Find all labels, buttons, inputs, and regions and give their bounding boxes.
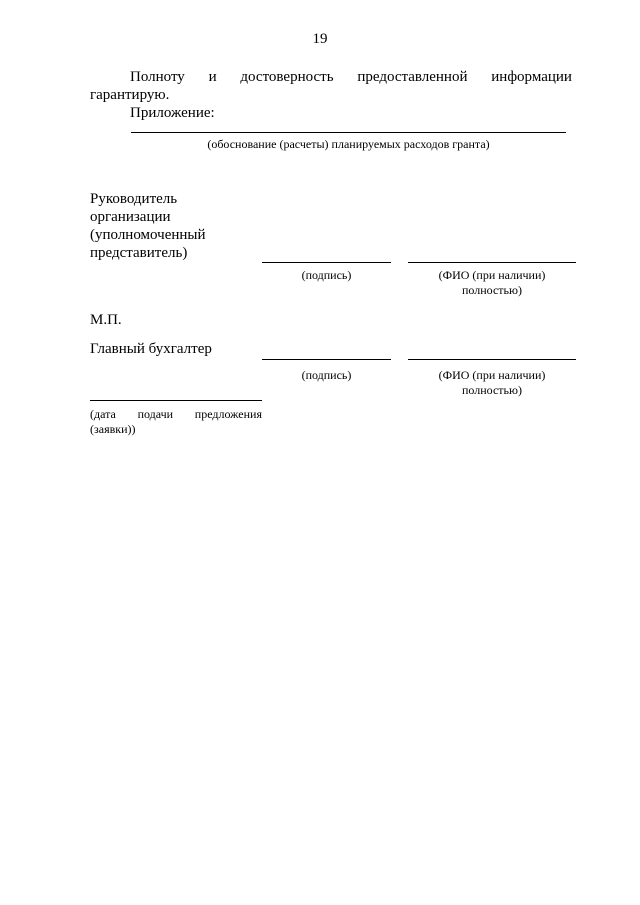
page-number: 19 <box>312 31 328 47</box>
head-signature-caption: (подпись) <box>301 268 352 282</box>
date-line <box>90 400 262 401</box>
accountant-signature-line <box>262 359 391 360</box>
accountant-name-line <box>408 359 576 360</box>
head-line: представитель) <box>90 245 188 261</box>
head-title <box>90 190 206 262</box>
attachment-caption: (обоснование (расчеты) планируемых расходов гранта) <box>207 137 490 151</box>
guarantee-word: информации <box>491 69 572 85</box>
guarantee-line-1 <box>130 68 572 86</box>
head-line: (уполномоченный <box>90 227 206 243</box>
head-line: Руководитель <box>90 191 178 207</box>
head-name-line <box>408 262 576 263</box>
attachment-line <box>131 132 566 133</box>
head-signature-line <box>262 262 391 263</box>
date-caption-line-2: (заявки)) <box>90 422 136 436</box>
head-name-caption-line: полностью) <box>462 283 522 297</box>
date-word: (дата <box>90 407 116 421</box>
guarantee-word: Полноту <box>130 69 185 85</box>
date-caption-line-1 <box>90 407 262 422</box>
guarantee-word: достоверность <box>240 69 334 85</box>
attachment-label: Приложение: <box>130 105 215 121</box>
head-line: организации <box>90 209 171 225</box>
accountant-label: Главный бухгалтер <box>90 341 212 357</box>
stamp-label: М.П. <box>90 312 122 328</box>
guarantee-word: предоставленной <box>357 69 468 85</box>
accountant-name-caption-line: (ФИО (при наличии) <box>438 368 546 382</box>
date-word: предложения <box>194 407 262 421</box>
head-name-caption <box>408 268 576 298</box>
accountant-signature-caption: (подпись) <box>301 368 352 382</box>
guarantee-word: и <box>208 69 217 85</box>
head-name-caption-line: (ФИО (при наличии) <box>438 268 546 282</box>
accountant-name-caption-line: полностью) <box>462 383 522 397</box>
date-word: подачи <box>137 407 174 421</box>
guarantee-line-2: гарантирую. <box>90 87 170 103</box>
accountant-name-caption <box>408 368 576 398</box>
